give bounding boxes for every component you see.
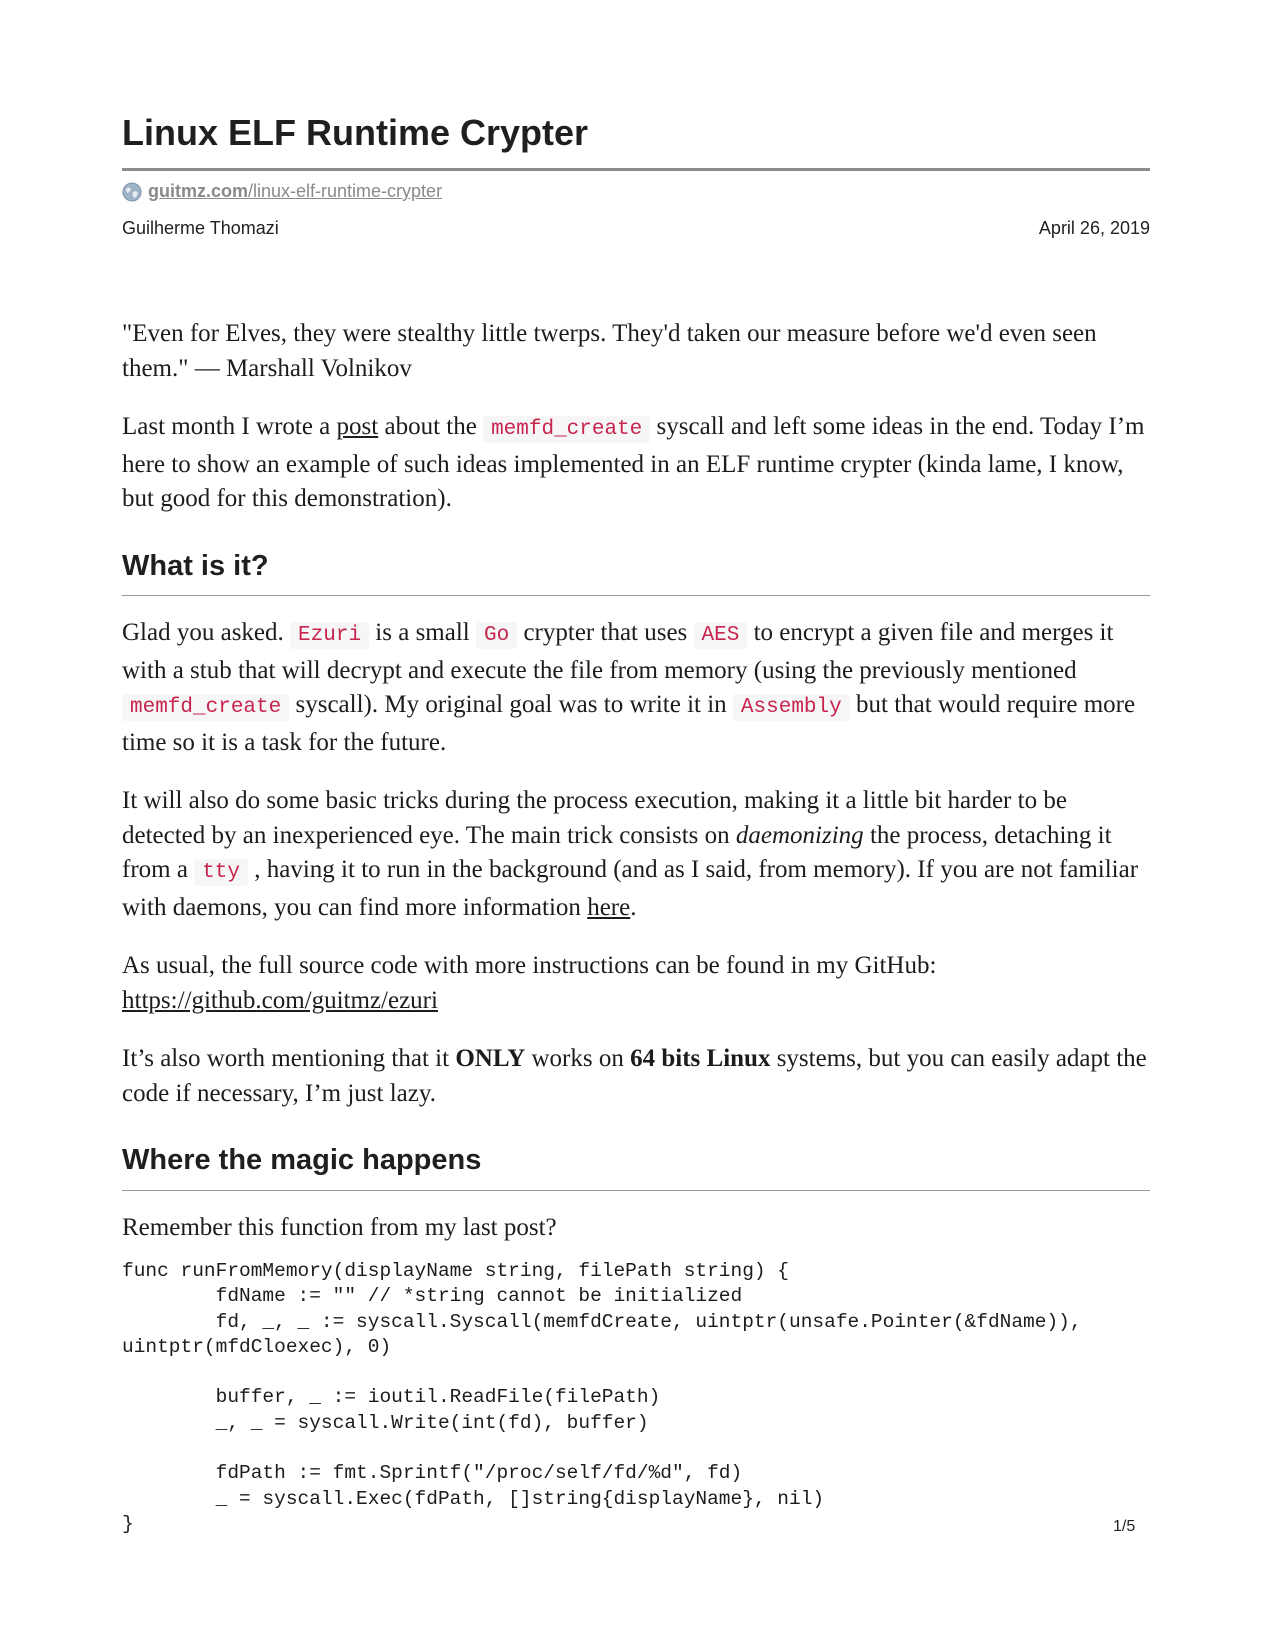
text-run: It will also do some basic tricks during the process execution, making it a little bit harder to be detected by an inexperienced eye. The main trick consists on: [122, 787, 1067, 849]
text-run: about the: [378, 413, 484, 440]
inline-code: memfd_create: [483, 416, 650, 443]
source-url-link[interactable]: [148, 181, 442, 202]
section-heading-where-the-magic-happens: Where the magic happens: [122, 1143, 1150, 1191]
publish-date: April 26, 2019: [1038, 218, 1150, 238]
text-run: It’s also worth mentioning that it: [122, 1045, 456, 1072]
text-run: syscall and left some ideas in the end. Today I’m here to show an example of such ideas implemented in an ELF runtime crypter (kinda lame, I know, but good for this demonstration).: [122, 413, 1145, 512]
text-run: works on: [525, 1045, 631, 1072]
intro-paragraph: [122, 410, 1150, 517]
paragraph: [122, 1042, 1150, 1111]
page-number: 1/5: [1113, 1518, 1136, 1535]
document-page: [122, 112, 1150, 1537]
code-block: func runFromMemory(displayName string, filePath string) { fdName := "" // *string cannot be initialized fd, _, _ := syscall.Syscall(memfdCreate, uintptr(unsafe.Pointer(&fdName)), uintptr(mfdCloexec), 0) buffer, _ := ioutil.ReadFile(filePath) _, _ = syscall.Write(int(fd), buffer) fdPath := fmt.Sprintf("/proc/self/fd/%d", fd) _ = syscall.Exec(fdPath, []string{displayName}, nil) }: [122, 1260, 1082, 1535]
source-path: /linux-elf-runtime-crypter: [248, 181, 443, 201]
github-link[interactable]: https://github.com/guitmz/ezuri: [122, 986, 438, 1014]
text-run: .: [630, 893, 637, 921]
byline: [122, 218, 1150, 239]
text-run: systems, but you can easily adapt the code if necessary, I’m just lazy.: [122, 1045, 1147, 1107]
inline-code: AES: [694, 622, 748, 649]
source-link-row: [122, 181, 1150, 202]
text-run: is a small: [369, 619, 476, 646]
epigraph-quote: "Even for Elves, they were stealthy little twerps. They'd taken our measure before we'd even seen them." — Marshall Volnikov: [122, 320, 1097, 382]
inline-code: Ezuri: [290, 622, 369, 649]
bold-text: ONLY: [455, 1045, 526, 1072]
inline-code: Go: [476, 622, 517, 649]
inline-code: tty: [194, 859, 248, 886]
article-body: [122, 317, 1150, 1537]
text-run: As usual, the full source code with more instructions can be found in my GitHub:: [122, 952, 937, 979]
emphasis: daemonizing: [735, 821, 864, 849]
inline-code: Assembly: [733, 694, 850, 721]
author-name: Guilherme Thomazi: [122, 218, 279, 238]
page-title: Linux ELF Runtime Crypter: [122, 112, 1150, 171]
text-run: syscall). My original goal was to write it in: [289, 691, 733, 718]
text-run: to encrypt a given file and merges it with a stub that will decrypt and execute the file from memory (using the previously mentioned: [122, 619, 1114, 684]
paragraph: [122, 616, 1150, 760]
section-heading-what-is-it: What is it?: [122, 549, 1150, 597]
post-link[interactable]: post: [336, 413, 379, 440]
paragraph: [122, 784, 1150, 925]
text-run: the process, detaching it from a: [122, 821, 1112, 883]
globe-icon: [122, 182, 142, 202]
text-run: crypter that uses: [517, 619, 694, 646]
text-run: but that would require more time so it is a task for the future.: [122, 691, 1136, 756]
paragraph: Remember this function from my last post?: [122, 1213, 557, 1241]
daemons-info-link[interactable]: here: [587, 893, 631, 921]
text-run: , having it to run in the background (and as I said, from memory). If you are not familiar with daemons, you can find more information: [122, 856, 1139, 921]
bold-text: 64 bits Linux: [630, 1045, 771, 1072]
text-run: Last month I wrote a: [122, 413, 337, 440]
paragraph: [122, 949, 1150, 1018]
inline-code: memfd_create: [122, 694, 289, 721]
text-run: Glad you asked.: [122, 619, 291, 646]
source-domain: guitmz.com: [148, 181, 249, 201]
